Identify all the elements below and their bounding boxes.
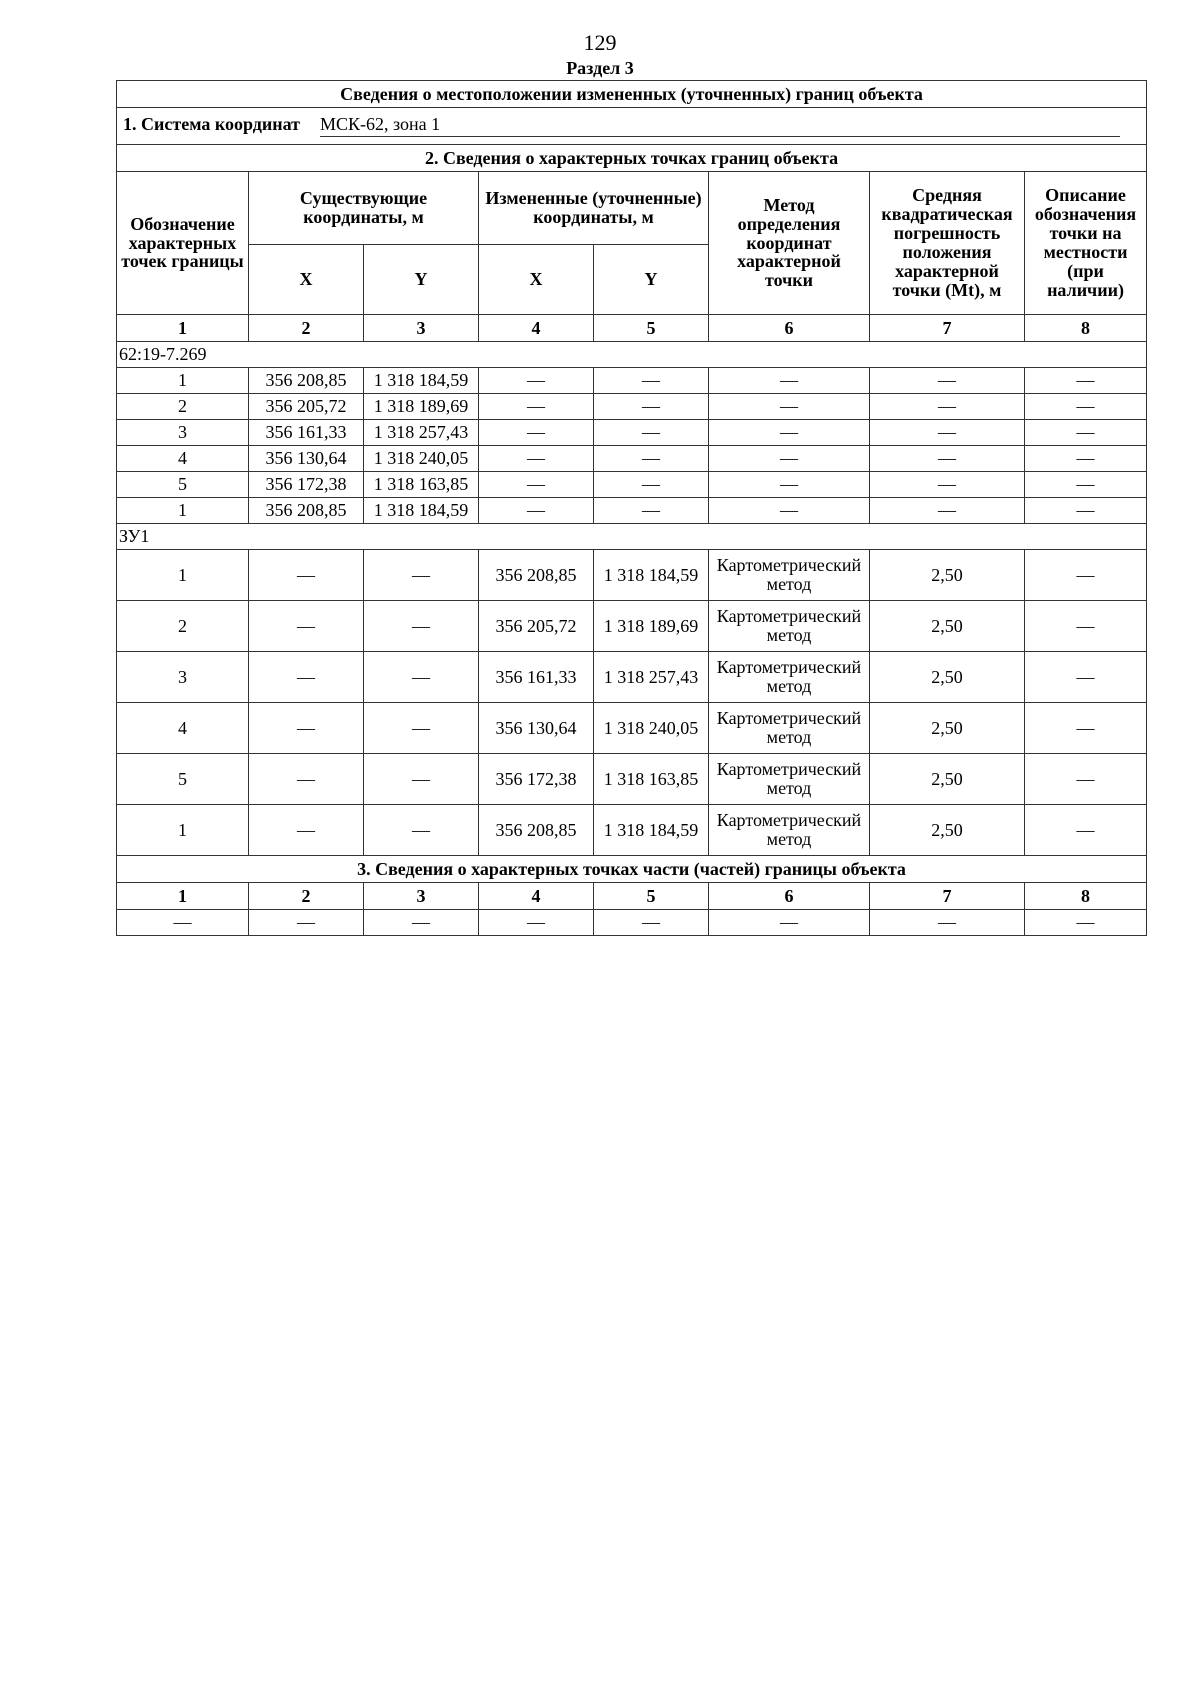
table-row xyxy=(117,498,1147,524)
table-cell: — xyxy=(1025,368,1147,394)
table-cell: 2,50 xyxy=(870,805,1025,856)
table-cell: — xyxy=(870,472,1025,498)
col-number: 7 xyxy=(870,315,1025,342)
table-cell: 1 318 189,69 xyxy=(364,394,479,420)
table-cell: — xyxy=(1025,652,1147,703)
table-cell: — xyxy=(1025,498,1147,524)
header-existing-y: Y xyxy=(364,245,479,315)
table-cell: — xyxy=(1025,703,1147,754)
table-cell: 4 xyxy=(117,446,249,472)
table-cell: 2 xyxy=(117,394,249,420)
col-number: 5 xyxy=(594,883,709,910)
table-cell: 1 318 240,05 xyxy=(594,703,709,754)
table-row xyxy=(117,420,1147,446)
method-cell: Картометрический метод xyxy=(709,805,870,856)
table-cell: 5 xyxy=(117,472,249,498)
table-cell: 1 318 184,59 xyxy=(364,498,479,524)
group-label-existing: 62:19-7.269 xyxy=(117,342,1147,368)
table-cell: — xyxy=(479,910,594,936)
table-cell: 5 xyxy=(117,754,249,805)
section-title: Раздел 3 xyxy=(566,58,634,78)
col-number: 1 xyxy=(117,883,249,910)
parts-column-numbers-row xyxy=(117,883,1147,910)
table-cell: — xyxy=(117,910,249,936)
table-cell: — xyxy=(249,805,364,856)
header-existing-x: X xyxy=(249,245,364,315)
table-cell: — xyxy=(709,420,870,446)
table-cell: — xyxy=(249,910,364,936)
col-number: 3 xyxy=(364,883,479,910)
table-cell: 356 208,85 xyxy=(479,805,594,856)
table-cell: — xyxy=(479,472,594,498)
header-changed-x: X xyxy=(479,245,594,315)
table-cell: — xyxy=(709,910,870,936)
method-cell: Картометрический метод xyxy=(709,652,870,703)
table-cell: 2,50 xyxy=(870,601,1025,652)
table-cell: 1 318 189,69 xyxy=(594,601,709,652)
table-cell: — xyxy=(594,368,709,394)
col-number: 2 xyxy=(249,315,364,342)
table-cell: — xyxy=(594,446,709,472)
table-cell: — xyxy=(364,652,479,703)
method-cell: Картометрический метод xyxy=(709,601,870,652)
table-cell: — xyxy=(594,498,709,524)
table-cell: — xyxy=(479,446,594,472)
table-cell: 1 xyxy=(117,805,249,856)
table-cell: — xyxy=(870,446,1025,472)
table-cell: 356 161,33 xyxy=(479,652,594,703)
table-cell: — xyxy=(709,472,870,498)
table-cell: — xyxy=(479,420,594,446)
col-number: 8 xyxy=(1025,883,1147,910)
table-cell: — xyxy=(709,446,870,472)
table-cell: 356 208,85 xyxy=(249,498,364,524)
table-cell: — xyxy=(1025,805,1147,856)
col-number: 6 xyxy=(709,883,870,910)
table-cell: — xyxy=(870,368,1025,394)
table-row xyxy=(117,550,1147,601)
table-row xyxy=(117,472,1147,498)
table-cell: — xyxy=(1025,754,1147,805)
table-row xyxy=(117,446,1147,472)
table-cell: — xyxy=(709,368,870,394)
table-cell: — xyxy=(479,498,594,524)
table-title: Сведения о местоположении измененных (уточненных) границ объекта xyxy=(117,81,1147,108)
table-cell: 2 xyxy=(117,601,249,652)
table-cell: 1 xyxy=(117,368,249,394)
coord-system-row xyxy=(117,108,1147,145)
table-cell: 1 318 257,43 xyxy=(364,420,479,446)
col-number: 8 xyxy=(1025,315,1147,342)
header-changed-coords: Измененные (уточненные) координаты, м xyxy=(479,172,709,245)
table-cell: — xyxy=(1025,472,1147,498)
table-cell: 1 318 240,05 xyxy=(364,446,479,472)
column-numbers-row xyxy=(117,315,1147,342)
table-cell: 356 205,72 xyxy=(249,394,364,420)
table-row xyxy=(117,703,1147,754)
table-cell: — xyxy=(479,394,594,420)
table-cell: 4 xyxy=(117,703,249,754)
col-number: 5 xyxy=(594,315,709,342)
table-cell: 1 318 163,85 xyxy=(364,472,479,498)
table-cell: 1 xyxy=(117,550,249,601)
table-cell: — xyxy=(249,652,364,703)
method-cell: Картометрический метод xyxy=(709,754,870,805)
parts-row xyxy=(117,910,1147,936)
table-cell: — xyxy=(364,754,479,805)
table-cell: 2,50 xyxy=(870,703,1025,754)
table-cell: 356 205,72 xyxy=(479,601,594,652)
table-cell: 1 xyxy=(117,498,249,524)
table-cell: — xyxy=(594,472,709,498)
table-cell: — xyxy=(1025,446,1147,472)
col-number: 4 xyxy=(479,315,594,342)
table-cell: — xyxy=(364,601,479,652)
table-cell: — xyxy=(249,754,364,805)
table-cell: 2,50 xyxy=(870,754,1025,805)
coord-system-value: МСК-62, зона 1 xyxy=(320,115,1120,137)
table-row xyxy=(117,368,1147,394)
boundary-table xyxy=(116,80,1147,936)
table-cell: — xyxy=(1025,394,1147,420)
col-number: 4 xyxy=(479,883,594,910)
table-cell: — xyxy=(870,394,1025,420)
table-cell: — xyxy=(364,805,479,856)
table-cell: 3 xyxy=(117,420,249,446)
table-cell: 356 130,64 xyxy=(479,703,594,754)
group-label-zu1: ЗУ1 xyxy=(117,524,1147,550)
table-cell: — xyxy=(1025,420,1147,446)
points-title: 2. Сведения о характерных точках границ объекта xyxy=(117,145,1147,172)
parts-title: 3. Сведения о характерных точках части (частей) границы объекта xyxy=(117,856,1147,883)
col-number: 6 xyxy=(709,315,870,342)
table-cell: 2,50 xyxy=(870,652,1025,703)
table-cell: — xyxy=(594,394,709,420)
header-existing-coords: Существующие координаты, м xyxy=(249,172,479,245)
method-cell: Картометрический метод xyxy=(709,703,870,754)
table-cell: 356 130,64 xyxy=(249,446,364,472)
table-cell: — xyxy=(1025,601,1147,652)
table-row xyxy=(117,394,1147,420)
table-cell: — xyxy=(594,420,709,446)
table-cell: — xyxy=(364,703,479,754)
header-accuracy: Средняя квадратическая погрешность положения характерной точки (Mt), м xyxy=(870,172,1025,315)
header-method: Метод определения координат характерной точки xyxy=(709,172,870,315)
method-cell: Картометрический метод xyxy=(709,550,870,601)
table-cell: — xyxy=(249,601,364,652)
table-cell: 1 318 257,43 xyxy=(594,652,709,703)
header-description: Описание обозначения точки на местности (при наличии) xyxy=(1025,172,1147,315)
table-cell: — xyxy=(1025,910,1147,936)
header-changed-y: Y xyxy=(594,245,709,315)
table-cell: — xyxy=(249,703,364,754)
table-cell: — xyxy=(1025,550,1147,601)
table-cell: — xyxy=(479,368,594,394)
table-cell: — xyxy=(364,910,479,936)
table-cell: 356 208,85 xyxy=(479,550,594,601)
table-cell: — xyxy=(709,498,870,524)
table-cell: 1 318 184,59 xyxy=(594,550,709,601)
table-cell: — xyxy=(870,498,1025,524)
table-cell: 356 208,85 xyxy=(249,368,364,394)
table-cell: 356 161,33 xyxy=(249,420,364,446)
table-cell: — xyxy=(709,394,870,420)
table-cell: — xyxy=(870,910,1025,936)
col-number: 7 xyxy=(870,883,1025,910)
table-row xyxy=(117,754,1147,805)
table-row xyxy=(117,805,1147,856)
table-cell: — xyxy=(249,550,364,601)
table-cell: 1 318 184,59 xyxy=(594,805,709,856)
table-cell: — xyxy=(594,910,709,936)
table-cell: — xyxy=(364,550,479,601)
table-cell: 356 172,38 xyxy=(479,754,594,805)
table-row xyxy=(117,652,1147,703)
table-cell: 1 318 184,59 xyxy=(364,368,479,394)
coord-system-label: 1. Система координат xyxy=(123,114,300,135)
table-cell: 356 172,38 xyxy=(249,472,364,498)
table-cell: — xyxy=(870,420,1025,446)
table-cell: 3 xyxy=(117,652,249,703)
col-number: 1 xyxy=(117,315,249,342)
table-row xyxy=(117,601,1147,652)
table-cell: 2,50 xyxy=(870,550,1025,601)
header-point-designation: Обозначение характерных точек границы xyxy=(117,172,249,315)
col-number: 3 xyxy=(364,315,479,342)
col-number: 2 xyxy=(249,883,364,910)
page-number: 129 xyxy=(583,30,617,55)
table-cell: 1 318 163,85 xyxy=(594,754,709,805)
